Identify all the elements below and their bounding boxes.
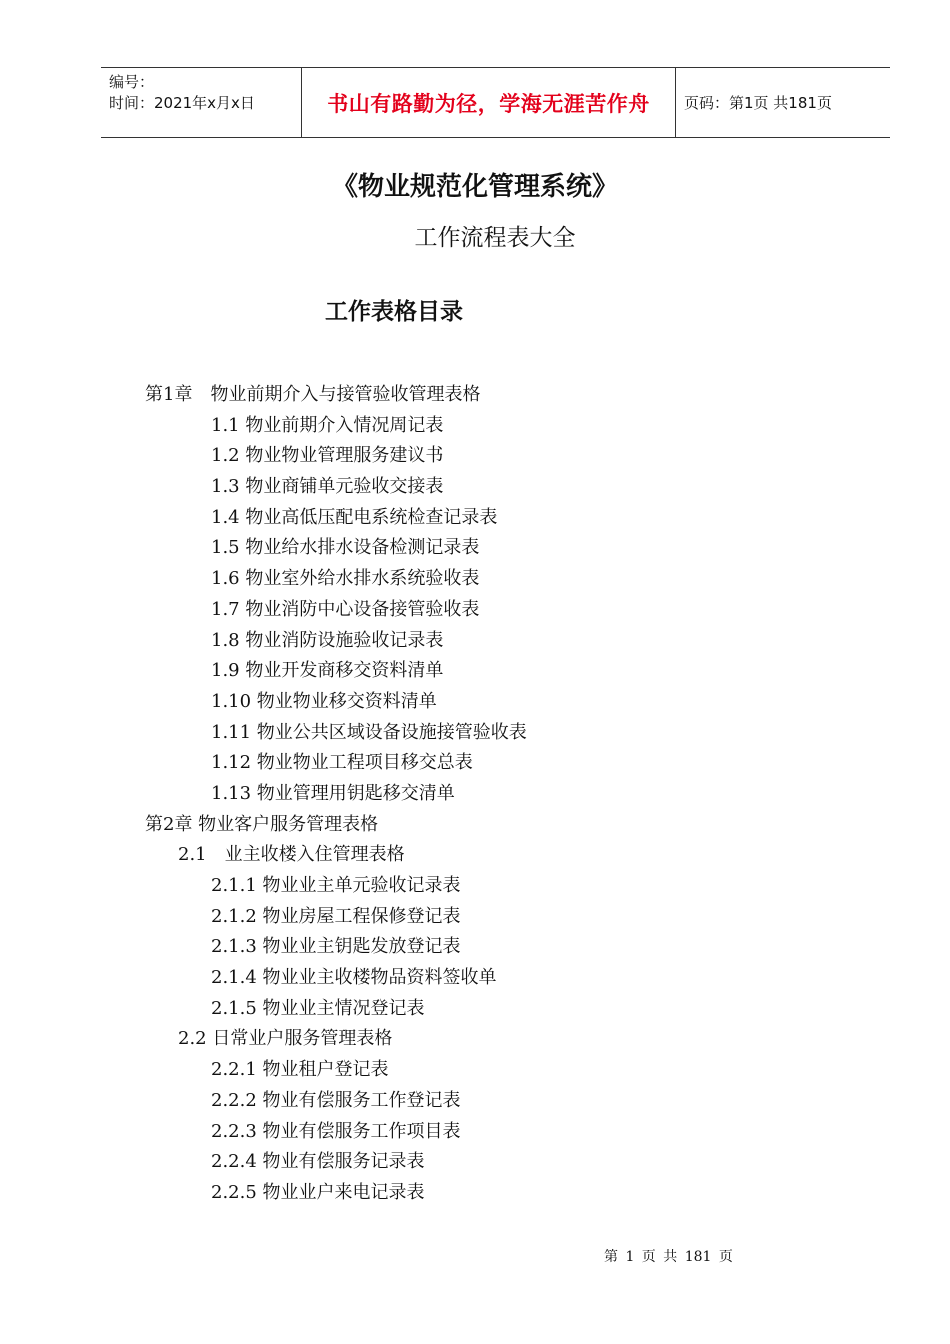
document-subtitle: 工作流程表大全 — [414, 225, 576, 251]
toc-entry: 1.11 物业公共区域设备设施接管验收表 — [211, 721, 527, 743]
toc-entry: 1.1 物业前期介入情况周记表 — [211, 414, 444, 436]
toc-entry: 1.9 物业开发商移交资料清单 — [211, 660, 444, 682]
toc-entry: 2.2 日常业户服务管理表格 — [178, 1028, 393, 1050]
toc-entry: 2.1 业主收楼入住管理表格 — [178, 844, 405, 866]
toc-entry: 1.2 物业物业管理服务建议书 — [211, 445, 444, 467]
toc-entry: 1.6 物业室外给水排水系统验收表 — [211, 568, 480, 590]
toc-entry: 1.13 物业管理用钥匙移交清单 — [211, 782, 455, 804]
toc-entry: 2.2.1 物业租户登记表 — [211, 1059, 389, 1081]
page-footer: 第 1 页 共 181 页 — [604, 1249, 733, 1265]
toc-entry: 2.1.1 物业业主单元验收记录表 — [211, 875, 461, 896]
toc-entry: 1.12 物业物业工程项目移交总表 — [211, 752, 473, 774]
toc-entry: 第1章 物业前期介入与接管验收管理表格 — [145, 384, 481, 405]
toc-entry: 2.2.2 物业有偿服务工作登记表 — [211, 1089, 461, 1111]
header-motto: 书山有路勤为径，学海无涯苦作舟 — [327, 91, 650, 116]
header-divider — [675, 68, 676, 137]
serial-label: 编号： — [109, 73, 155, 91]
toc-entry: 2.1.3 物业业主钥匙发放登记表 — [211, 936, 461, 958]
page-header — [101, 67, 890, 138]
toc-entry: 1.4 物业高低压配电系统检查记录表 — [211, 506, 498, 528]
toc-entry: 1.8 物业消防设施验收记录表 — [211, 629, 444, 651]
toc-entry: 1.3 物业商铺单元验收交接表 — [211, 476, 444, 498]
toc-entry: 2.1.4 物业业主收楼物品资料签收单 — [211, 967, 497, 989]
toc-entry: 第2章 物业客户服务管理表格 — [145, 813, 379, 835]
toc-entry: 2.1.5 物业业主情况登记表 — [211, 997, 425, 1019]
toc-entry: 1.10 物业物业移交资料清单 — [211, 690, 437, 712]
table-of-contents — [0, 380, 950, 1209]
toc-entry: 2.2.4 物业有偿服务记录表 — [211, 1151, 425, 1173]
toc-entry: 1.7 物业消防中心设备接管验收表 — [211, 598, 480, 620]
document-title: 《物业规范化管理系统》 — [331, 172, 618, 202]
toc-entry: 2.2.5 物业业户来电记录表 — [211, 1181, 425, 1203]
toc-entry: 1.5 物业给水排水设备检测记录表 — [211, 537, 480, 559]
toc-entry: 2.2.3 物业有偿服务工作项目表 — [211, 1120, 461, 1142]
header-page-info: 页码：第1页 共181页 — [684, 94, 832, 112]
time-label: 时间：2021年x月x日 — [109, 94, 255, 112]
header-meta — [109, 72, 299, 114]
toc-entry: 2.1.2 物业房屋工程保修登记表 — [211, 905, 461, 927]
toc-heading: 工作表格目录 — [325, 299, 463, 325]
